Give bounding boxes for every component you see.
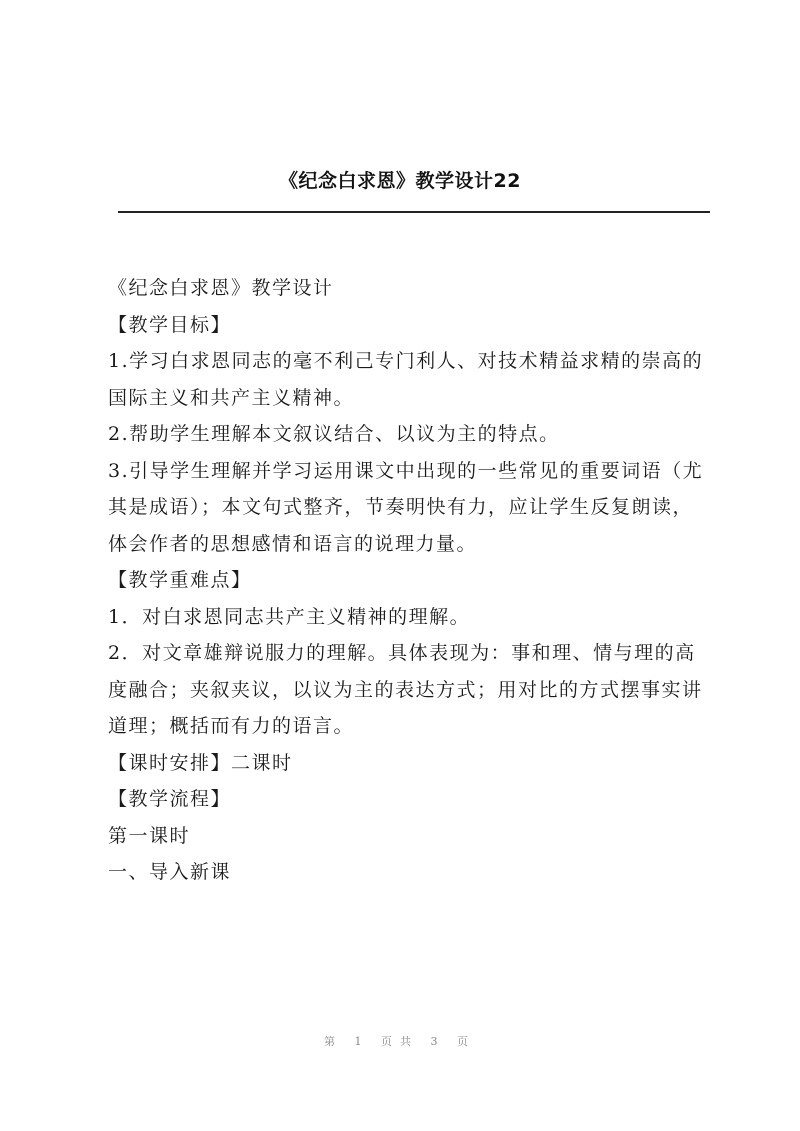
paragraph-schedule: 【课时安排】二课时 [108, 751, 293, 774]
title-divider [118, 211, 710, 213]
paragraph-objective-2: 2.帮助学生理解本文叙议结合、以议为主的特点。 [108, 423, 560, 445]
section-heading-process: 【教学流程】 [108, 788, 232, 810]
paragraph-key-point-1: 1．对白求恩同志共产主义精神的理解。 [108, 605, 471, 628]
paragraph-objective-3: 3.引导学生理解并学习运用课文中出现的一些常见的重要词语（尤其是成语）；本文句式整齐，节奏明快有力，应让学生反复朗读，体会作者的思想感情和语言的说理力量。 [108, 459, 704, 555]
section-heading-objectives: 【教学目标】 [108, 313, 232, 336]
paragraph-subtitle: 《纪念白求恩》教学设计 [108, 277, 334, 299]
document-title: 《纪念白求恩》教学设计22 [279, 170, 521, 192]
page-number-footer: 第 1 页共 3 页 [324, 1035, 476, 1048]
paragraph-key-point-2: 2．对文章雄辩说服力的理解。具体表现为：事和理、情与理的高度融合；夹叙夹议，以议为主的表达方式；用对比的方式摆事实讲道理；概括而有力的语言。 [108, 642, 703, 737]
document-body [108, 270, 708, 891]
paragraph-objective-1: 1.学习白求恩同志的毫不利己专门利人、对技术精益求精的崇高的国际主义和共产主义精神。 [108, 350, 704, 409]
section-heading-key-points: 【教学重难点】 [108, 569, 252, 591]
paragraph-first-lesson: 第一课时 [108, 824, 191, 847]
paragraph-intro: 一、导入新课 [108, 861, 232, 883]
